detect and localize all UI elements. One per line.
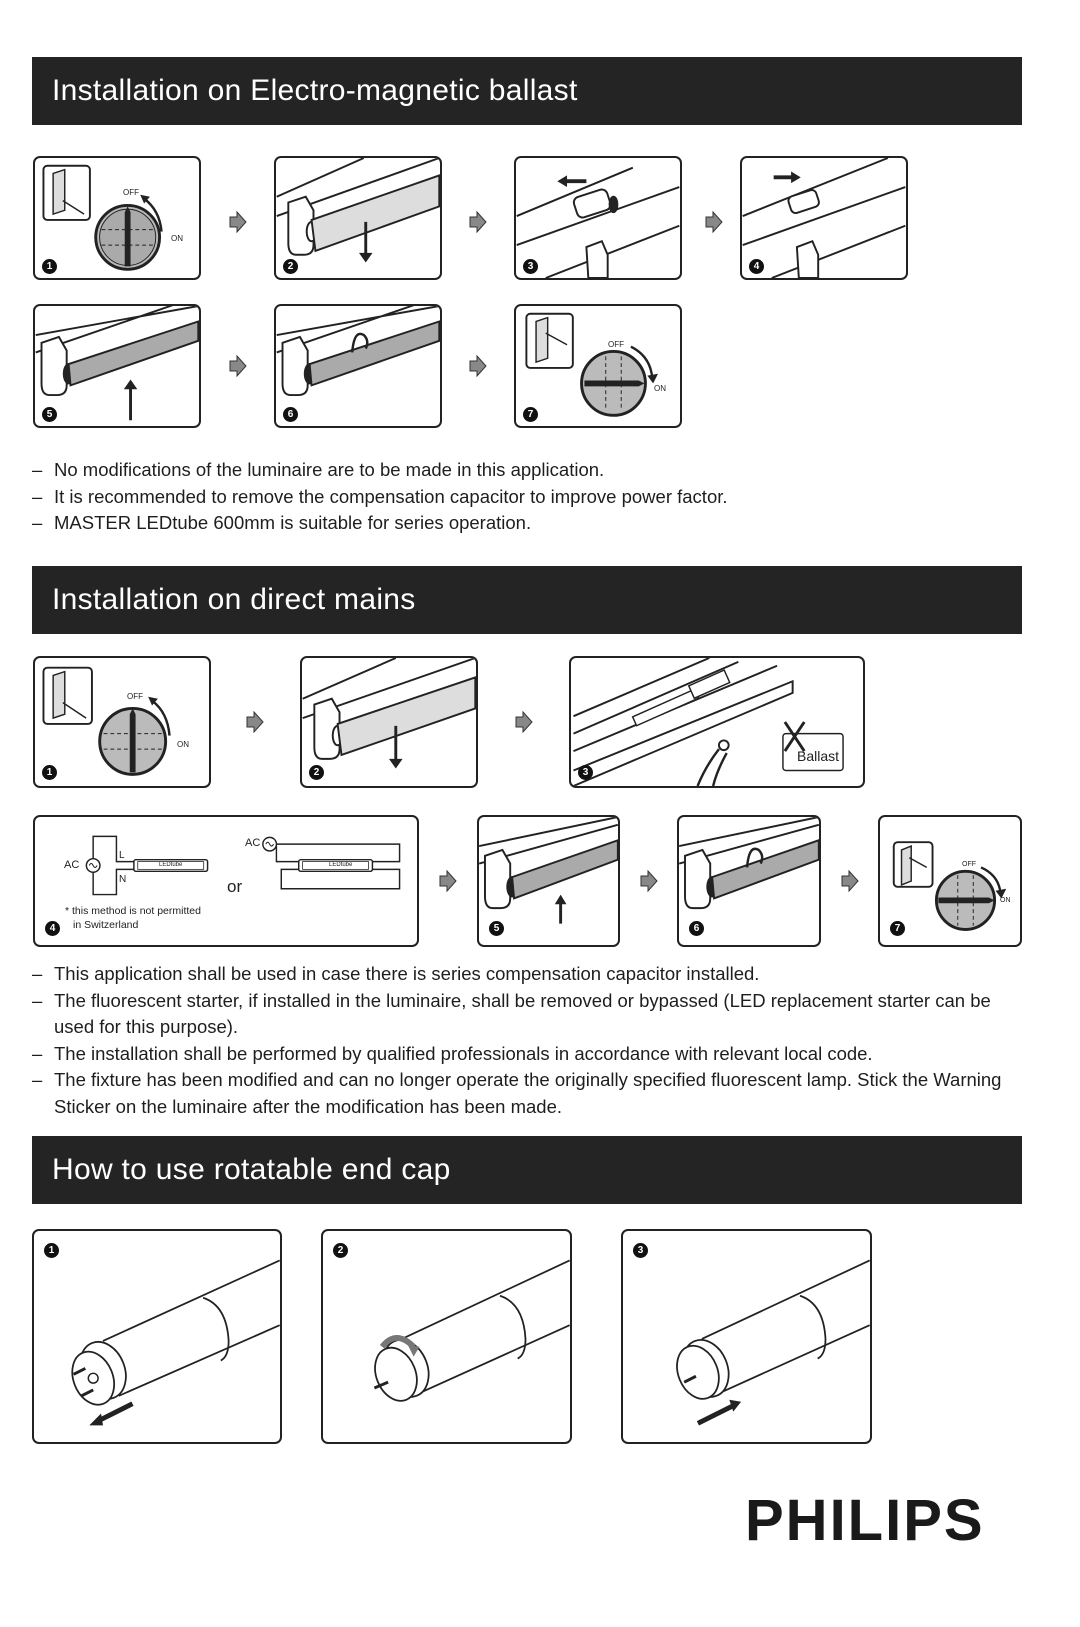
ballast-step-4-insert-starter <box>740 156 908 280</box>
endcap-step-3-push <box>621 1229 872 1444</box>
ballast-step-1-switch-off <box>33 156 201 280</box>
mains-step-5-insert-led-tube <box>477 815 620 947</box>
step-number: 2 <box>309 765 324 780</box>
philips-logo: PHILIPS <box>745 1488 985 1553</box>
ballast-step-7-switch-on <box>514 304 682 428</box>
l-label: L <box>119 850 125 861</box>
endcap-push-illustration <box>623 1231 870 1442</box>
mains-step-6-rotate-tube <box>677 815 821 947</box>
section-title-mains: Installation on direct mains <box>32 566 1022 634</box>
off-label: OFF <box>608 340 624 349</box>
on-label: ON <box>171 234 183 243</box>
luminaire-lamp-illustration <box>302 658 476 786</box>
section-title-ballast: Installation on Electro-magnetic ballast <box>32 57 1022 125</box>
step-number: 2 <box>333 1243 348 1258</box>
step-number: 4 <box>749 259 764 274</box>
step-number: 6 <box>689 921 704 936</box>
note-item: – The installation shall be performed by qualified professionals in accordance with relevant local code. <box>32 1041 1027 1068</box>
next-arrow-icon <box>514 711 534 733</box>
on-label: ON <box>1000 897 1011 904</box>
luminaire-lamp-illustration <box>276 158 440 278</box>
mains-step-1-switch-off <box>33 656 211 788</box>
endcap-step-1-pull <box>32 1229 282 1444</box>
step-number: 4 <box>45 921 60 936</box>
next-arrow-icon <box>245 711 265 733</box>
off-label: OFF <box>127 692 143 701</box>
tube-label: LEDtube <box>329 862 353 868</box>
switch-dial-illustration <box>35 158 199 278</box>
step-number: 3 <box>633 1243 648 1258</box>
step-number: 1 <box>42 765 57 780</box>
step-number: 7 <box>523 407 538 422</box>
switch-dial-illustration <box>35 658 209 786</box>
next-arrow-icon <box>468 355 488 377</box>
next-arrow-icon <box>704 211 724 233</box>
mains-step-7-switch-on <box>878 815 1022 947</box>
ballast-step-5-insert-led-tube <box>33 304 201 428</box>
ballast-step-3-remove-starter <box>514 156 682 280</box>
note-item: – This application shall be used in case there is series compensation capacitor installed. <box>32 961 1027 988</box>
step-number: 2 <box>283 259 298 274</box>
next-arrow-icon <box>639 870 659 892</box>
mains-step-4-wiring-diagram <box>33 815 419 947</box>
ballast-notes <box>32 457 1027 537</box>
ballast-step-6-rotate-tube <box>274 304 442 428</box>
next-arrow-icon <box>840 870 860 892</box>
note-item: – No modifications of the luminaire are to be made in this application. <box>32 457 1027 484</box>
ballast-step-2-remove-lamp <box>274 156 442 280</box>
note-item: – MASTER LEDtube 600mm is suitable for series operation. <box>32 510 1027 537</box>
footnote: in Switzerland <box>73 919 139 931</box>
step-number: 3 <box>523 259 538 274</box>
tube-label: LEDtube <box>159 862 183 868</box>
endcap-pull-illustration <box>34 1231 280 1442</box>
tube-rotate-illustration <box>276 306 440 426</box>
mains-notes <box>32 961 1027 1120</box>
ballast-label: Ballast <box>797 748 840 764</box>
step-number: 6 <box>283 407 298 422</box>
next-arrow-icon <box>228 211 248 233</box>
next-arrow-icon <box>468 211 488 233</box>
step-number: 3 <box>578 765 593 780</box>
on-label: ON <box>654 384 666 393</box>
starter-removal-illustration <box>516 158 680 278</box>
endcap-rotate-illustration <box>323 1231 570 1442</box>
section-title-endcap: How to use rotatable end cap <box>32 1136 1022 1204</box>
ac-label: AC <box>245 837 261 849</box>
ballast-removal-illustration <box>571 658 863 786</box>
led-tube-insert-illustration <box>35 306 199 426</box>
mains-step-3-remove-ballast <box>569 656 865 788</box>
or-label: or <box>227 877 243 896</box>
note-item: – It is recommended to remove the compensation capacitor to improve power factor. <box>32 484 1027 511</box>
switch-dial-on-illustration <box>516 306 680 426</box>
next-arrow-icon <box>438 870 458 892</box>
off-label: OFF <box>123 188 139 197</box>
step-number: 1 <box>44 1243 59 1258</box>
starter-insert-illustration <box>742 158 906 278</box>
step-number: 1 <box>42 259 57 274</box>
step-number: 7 <box>890 921 905 936</box>
ac-label: AC <box>64 859 80 871</box>
note-item: – The fixture has been modified and can no longer operate the originally specified fluorescent lamp. Stick the Warning Sticker on the luminaire after the modification has been made. <box>32 1067 1027 1120</box>
note-item: – The fluorescent starter, if installed in the luminaire, shall be removed or bypassed (LED replacement starter can be used for this purpose). <box>32 988 1027 1041</box>
n-label: N <box>119 874 127 885</box>
endcap-step-2-rotate <box>321 1229 572 1444</box>
footnote: * this method is not permitted <box>65 905 201 917</box>
step-number: 5 <box>489 921 504 936</box>
next-arrow-icon <box>228 355 248 377</box>
mains-step-2-remove-lamp <box>300 656 478 788</box>
off-label: OFF <box>962 861 976 868</box>
step-number: 5 <box>42 407 57 422</box>
on-label: ON <box>177 740 189 749</box>
